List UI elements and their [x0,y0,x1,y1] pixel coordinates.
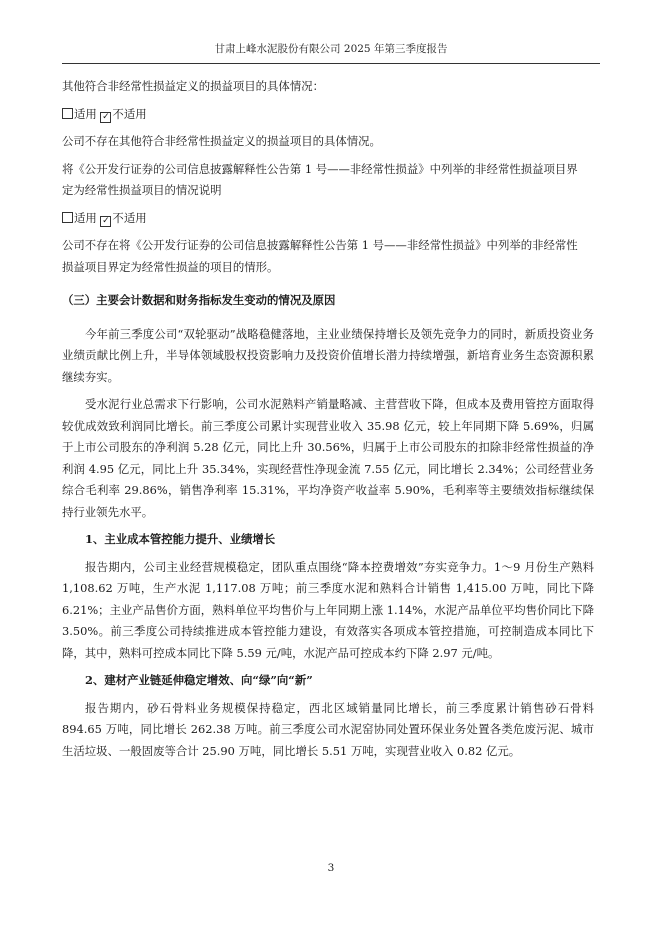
option-applicable: 适用 [74,106,97,121]
applicability-options-1 [62,104,594,126]
financial-results-paragraph: 受水泥行业总需求下行影响，公司水泥熟料产销量略减、主营营收下降，但成本及费用管控方面取得较优成效致利润同比增长。前三季度公司累计实现营业收入 35.98 亿元，较上年同期下降 5.69%，归属于上市公司股东的净利润 5.28 亿元，同比上升 30.56%，归属于上市公司股东的扣除非经常性损益的净利润 4.95 亿元，同比上升 35.34%，实现经营性净现金流 7.55 亿元，同比增长 2.34%；公司经营业务综合毛利率 29.86%，销售净利率 15.31%，平均净资产收益率 5.90%，毛利率等主要绩效指标继续保持行业领先水平。 [62,397,594,519]
other-items-statement: 公司不存在其他符合非经常性损益定义的损益项目的具体情况。 [62,134,381,148]
document-body [62,76,594,762]
checked-checkbox-icon: ✓ [102,111,110,122]
overview-paragraph: 今年前三季度公司“双轮驱动”战略稳健落地，主业业绩保持增长及领先竞争力的同时，新质投资业务业绩贡献比例上升，半导体领域股权投资影响力及投资价值增长潜力持续增强，新培育业务生态资源积累继续夯实。 [62,326,594,384]
cost-control-paragraph: 报告期内，公司主业经营规模稳定，团队重点围绕“降本控费增效”夯实竞争力。1～9 月份生产熟料 1,108.62 万吨，生产水泥 1,117.08 万吨；前三季度水泥和熟料合计销售 1,415.00 万吨，同比下降 6.21%；主业产品售价方面，熟料单位平均售价与上年同期上涨 1.14%，水泥产品单位平均售价同比下降 3.50%。前三季度公司持续推进成本管控能力建设，有效落实各项成本管控措施，可控制造成本同比下降，其中，熟料可控成本同比下降 5.59 元/吨，水泥产品可控成本约下降 2.97 元/吨。 [62,559,594,660]
page-number: 3 [327,862,335,874]
option-applicable: 适用 [74,210,97,225]
subsection-title-2: 2、建材产业链延伸稳定增效、向“绿”向“新” [85,673,313,687]
reclassification-statement-line2: 损益项目界定为经常性损益的项目的情形。 [62,259,279,274]
reclassification-statement-line1: 公司不存在将《公开发行证券的公司信息披露解释性公告第 1 号——非经常性损益》中列举的非经常性 [62,238,578,252]
reclassification-intro-line1: 将《公开发行证券的公司信息披露解释性公告第 1 号——非经常性损益》中列举的非经常性损益项目界 [62,161,578,176]
page-header [62,39,600,64]
applicability-options-2 [62,208,594,230]
report-title: 甘肃上峰水泥股份有限公司 2025 年第三季度报告 [214,43,448,55]
industry-chain-paragraph: 报告期内，砂石骨料业务规模保持稳定，西北区域销量同比增长，前三季度累计销售砂石骨料 894.65 万吨，同比增长 262.38 万吨。前三季度公司水泥窑协同处置环保业务处置各类危废污泥、城市生活垃圾、一般固废等合计 25.90 万吨，同比增长 5.51 万吨，实现营业收入 0.82 亿元。 [62,700,594,758]
option-not-applicable: 不适用 [112,106,147,121]
reclassification-intro-line2: 定为经常性损益项目的情况说明 [62,183,222,197]
section-title: （三）主要会计数据和财务指标发生变动的情况及原因 [62,293,336,307]
other-items-intro: 其他符合非经常性损益定义的损益项目的具体情况： [62,79,324,93]
unchecked-checkbox-icon [62,212,73,223]
subsection-title-1: 1、主业成本管控能力提升、业绩增长 [85,532,276,546]
unchecked-checkbox-icon [62,108,73,119]
option-not-applicable: 不适用 [112,210,147,225]
checked-checkbox-icon: ✓ [102,215,110,226]
